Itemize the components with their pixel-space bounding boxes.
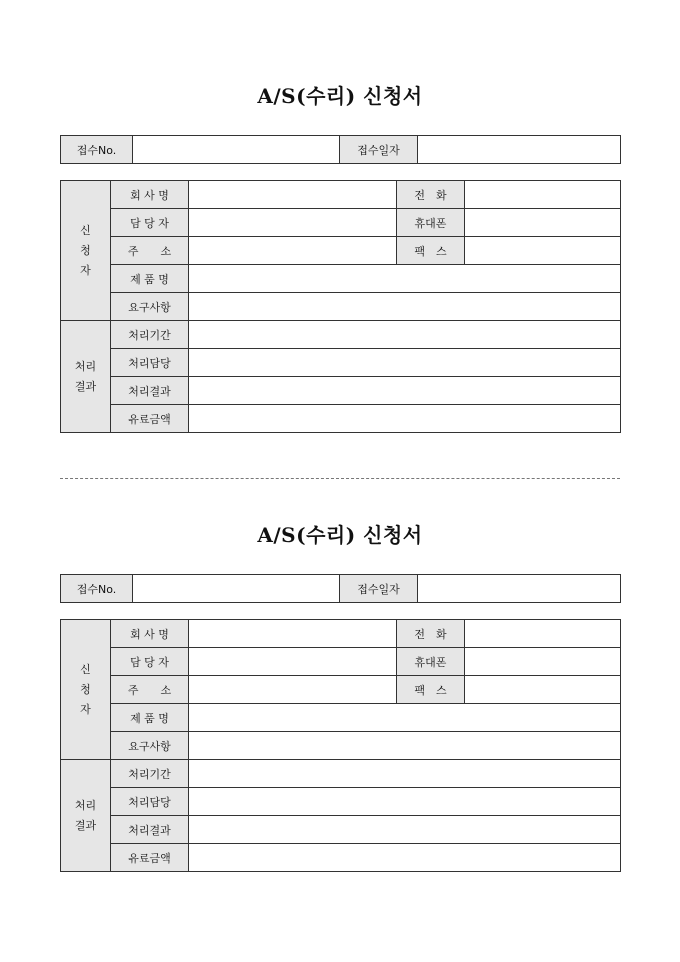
receipt-table: [60, 135, 621, 164]
request-field[interactable]: [189, 732, 621, 760]
handler-label: 처리담당: [111, 349, 189, 377]
receipt-date-field[interactable]: [418, 575, 621, 603]
manager-field[interactable]: [189, 648, 397, 676]
paid-amount-field[interactable]: [189, 844, 621, 872]
receipt-no-label: 접수No.: [61, 575, 133, 603]
company-name-label: 회 사 명: [111, 181, 189, 209]
address-field[interactable]: [189, 237, 397, 265]
mobile-label: 휴대폰: [397, 209, 465, 237]
fax-label: 팩 스: [397, 676, 465, 704]
phone-field[interactable]: [465, 620, 621, 648]
mobile-label: 휴대폰: [397, 648, 465, 676]
receipt-no-field[interactable]: [133, 136, 340, 164]
paid-amount-label: 유료금액: [111, 405, 189, 433]
result-group-label: 처리 결과: [61, 760, 111, 872]
form-title: A/S(수리) 신청서: [257, 523, 423, 547]
handler-field[interactable]: [189, 788, 621, 816]
receipt-date-field[interactable]: [418, 136, 621, 164]
company-name-field[interactable]: [189, 620, 397, 648]
product-name-label: 제 품 명: [111, 265, 189, 293]
application-table: [60, 619, 621, 872]
form-title: A/S(수리) 신청서: [257, 84, 423, 108]
period-field[interactable]: [189, 321, 621, 349]
period-field[interactable]: [189, 760, 621, 788]
fax-label: 팩 스: [397, 237, 465, 265]
phone-label: 전 화: [397, 620, 465, 648]
paid-amount-field[interactable]: [189, 405, 621, 433]
request-field[interactable]: [189, 293, 621, 321]
manager-label: 담 당 자: [111, 648, 189, 676]
outcome-field[interactable]: [189, 377, 621, 405]
receipt-table: [60, 574, 621, 603]
handler-field[interactable]: [189, 349, 621, 377]
outcome-label: 처리결과: [111, 816, 189, 844]
company-name-field[interactable]: [189, 181, 397, 209]
manager-label: 담 당 자: [111, 209, 189, 237]
receipt-date-label: 접수일자: [340, 575, 418, 603]
product-name-field[interactable]: [189, 704, 621, 732]
fax-field[interactable]: [465, 676, 621, 704]
request-label: 요구사항: [111, 293, 189, 321]
product-name-field[interactable]: [189, 265, 621, 293]
paid-amount-label: 유료금액: [111, 844, 189, 872]
company-name-label: 회 사 명: [111, 620, 189, 648]
address-field[interactable]: [189, 676, 397, 704]
applicant-group-label: 신 청 자: [61, 620, 111, 760]
cut-line-divider: [60, 478, 620, 479]
mobile-field[interactable]: [465, 648, 621, 676]
receipt-no-field[interactable]: [133, 575, 340, 603]
period-label: 처리기간: [111, 760, 189, 788]
fax-field[interactable]: [465, 237, 621, 265]
manager-field[interactable]: [189, 209, 397, 237]
mobile-field[interactable]: [465, 209, 621, 237]
receipt-date-label: 접수일자: [340, 136, 418, 164]
result-group-label: 처리 결과: [61, 321, 111, 433]
handler-label: 처리담당: [111, 788, 189, 816]
outcome-label: 처리결과: [111, 377, 189, 405]
period-label: 처리기간: [111, 321, 189, 349]
outcome-field[interactable]: [189, 816, 621, 844]
address-label: 주 소: [111, 237, 189, 265]
receipt-no-label: 접수No.: [61, 136, 133, 164]
product-name-label: 제 품 명: [111, 704, 189, 732]
phone-label: 전 화: [397, 181, 465, 209]
applicant-group-label: 신 청 자: [61, 181, 111, 321]
request-label: 요구사항: [111, 732, 189, 760]
address-label: 주 소: [111, 676, 189, 704]
phone-field[interactable]: [465, 181, 621, 209]
application-table: [60, 180, 621, 433]
